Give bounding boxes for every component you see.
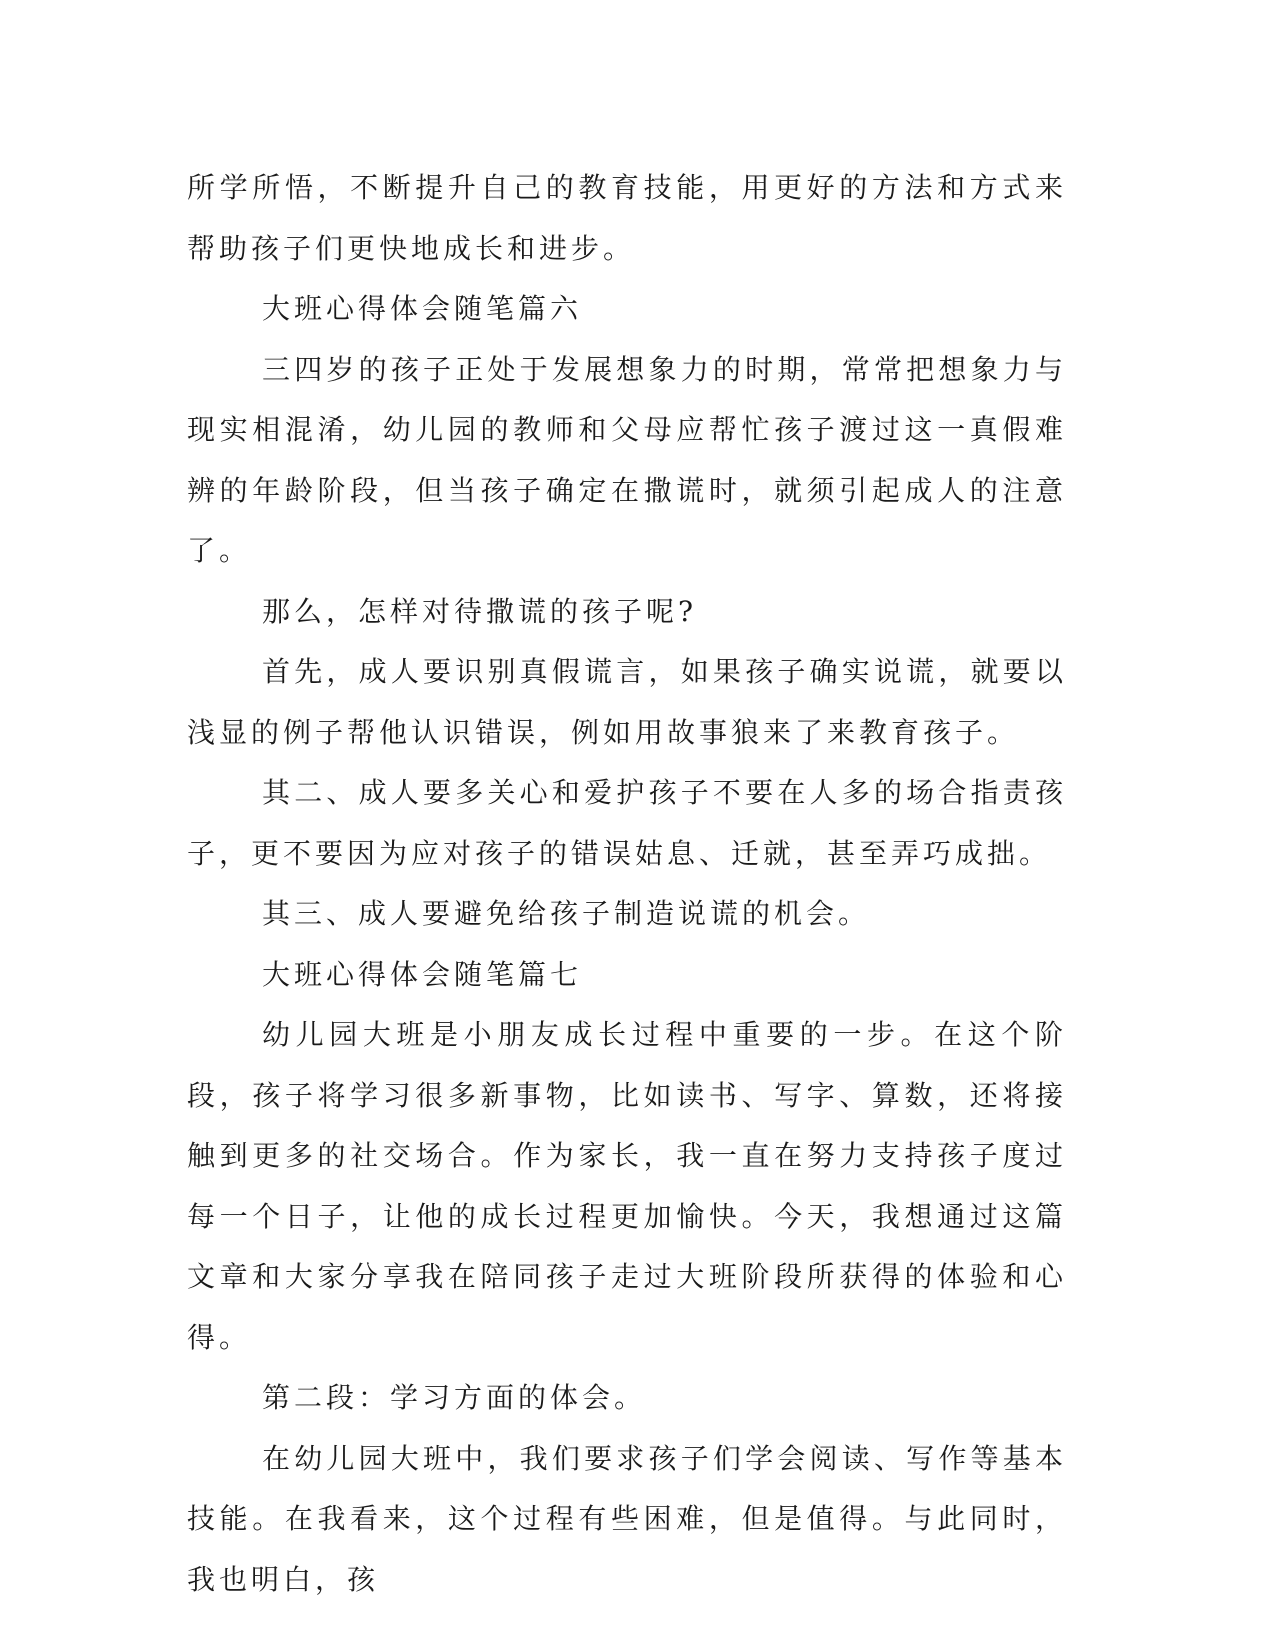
document-body bbox=[187, 158, 1067, 1610]
paragraph: 其二、成人要多关心和爱护孩子不要在人多的场合指责孩子，更不要因为应对孩子的错误姑息、迁就，甚至弄巧成拙。 bbox=[187, 776, 1067, 870]
paragraph-subheading: 第二段：学习方面的体会。 bbox=[262, 1381, 647, 1414]
section-heading-part-six: 大班心得体会随笔篇六 bbox=[262, 292, 583, 325]
paragraph: 那么，怎样对待撒谎的孩子呢? bbox=[262, 594, 698, 628]
paragraph: 幼儿园大班是小朋友成长过程中重要的一步。在这个阶段，孩子将学习很多新事物，比如读书、写字、算数，还将接触到更多的社交场合。作为家长，我一直在努力支持孩子度过每一个日子，让他的成长过程更加愉快。今天，我想通过这篇文章和大家分享我在陪同孩子走过大班阶段所获得的体验和心得。 bbox=[187, 1018, 1067, 1354]
paragraph: 其三、成人要避免给孩子制造说谎的机会。 bbox=[262, 897, 871, 930]
paragraph-continuation: 所学所悟，不断提升自己的教育技能，用更好的方法和方式来帮助孩子们更快地成长和进步。 bbox=[187, 171, 1067, 265]
paragraph: 三四岁的孩子正处于发展想象力的时期，常常把想象力与现实相混淆，幼儿园的教师和父母应帮忙孩子渡过这一真假难辨的年龄阶段，但当孩子确定在撒谎时，就须引起成人的注意了。 bbox=[187, 352, 1067, 567]
section-heading-part-seven: 大班心得体会随笔篇七 bbox=[262, 957, 583, 991]
paragraph: 在幼儿园大班中，我们要求孩子们学会阅读、写作等基本技能。在我看来，这个过程有些困难，但是值得。与此同时，我也明白，孩 bbox=[187, 1441, 1067, 1596]
paragraph: 首先，成人要识别真假谎言，如果孩子确实说谎，就要以浅显的例子帮他认识错误，例如用故事狼来了来教育孩子。 bbox=[187, 655, 1067, 749]
